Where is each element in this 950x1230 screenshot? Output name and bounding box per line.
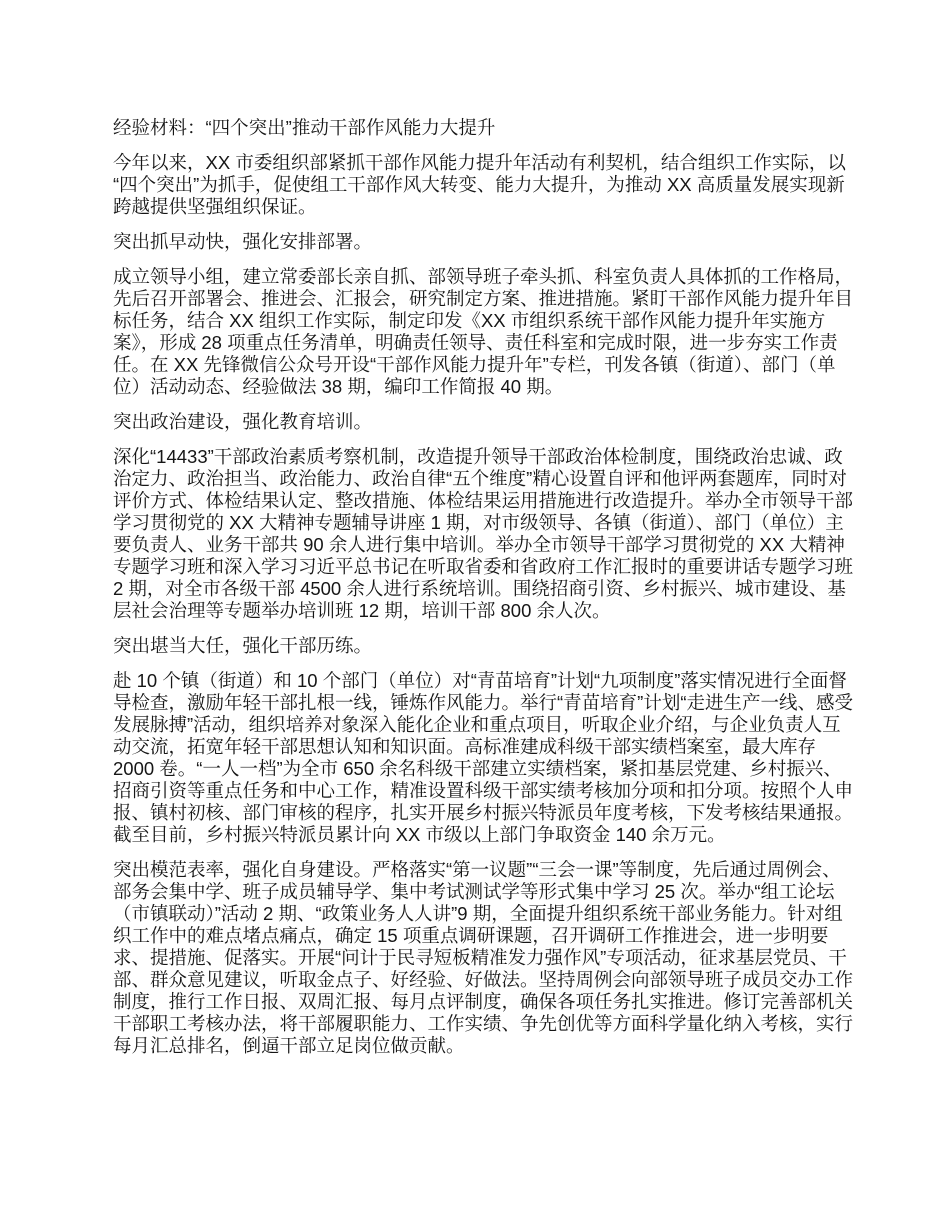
section-heading-practice: 突出堪当大任，强化干部历练。	[113, 635, 373, 656]
paragraph-selfbuild: 突出模范表率，强化自身建设。严格落实“第一议题”“三会一课”等制度，先后通过周例会、部务会集中学、班子成员辅导学、集中考试测试学等形式集中学习 25 次。举办“组工论坛（市镇联动）”活动 2 期、“政策业务人人讲”9 期，全面提升组织系统干部业务能力。针对组织工作中的难点堵点痛点，确定 15 项重点调研课题，召开调研工作推进会，进一步明要求、提措施、促落实。开展“问计于民寻短板精准发力强作风”专项活动，征求基层党员、干部、群众意见建议，听取金点子、好经验、好做法。坚持周例会向部领导班子成员交办工作制度，推行工作日报、双周汇报、每月点评制度，确保各项任务扎实推进。修订完善部机关干部职工考核办法，将干部履职能力、工作实绩、争先创优等方面科学量化纳入考核，实行每月汇总排名，倒逼干部立足岗位做贡献。	[113, 859, 854, 1056]
section-heading-deploy: 突出抓早动快，强化安排部署。	[113, 231, 373, 252]
paragraph-deploy: 成立领导小组，建立常委部长亲自抓、部领导班子牵头抓、科室负责人具体抓的工作格局，先后召开部署会、推进会、汇报会，研究制定方案、推进措施。紧盯干部作风能力提升年目标任务，结合 XX 组织工作实际，制定印发《XX 市组织系统干部作风能力提升年实施方案》，形成 28 项重点任务清单，明确责任领导、责任科室和完成时限，进一步夯实工作责任。在 XX 先锋微信公众号开设“干部作风能力提升年”专栏，刊发各镇（街道）、部门（单位）活动动态、经验做法 38 期，编印工作简报 40 期。	[113, 266, 854, 397]
paragraph-practice: 赴 10 个镇（街道）和 10 个部门（单位）对“青苗培育”计划“九项制度”落实情况进行全面督导检查，激励年轻干部扎根一线，锤炼作风能力。举行“青苗培育”计划“走进生产一线、感受发展脉搏”活动，组织培养对象深入能化企业和重点项目，听取企业介绍，与企业负责人互动交流，拓宽年轻干部思想认知和知识面。高标准建成科级干部实绩档案室，最大库存 2000 卷。“一人一档”为全市 650 余名科级干部建立实绩档案，紧扣基层党建、乡村振兴、招商引资等重点任务和中心工作，精准设置科级干部实绩考核加分项和扣分项。按照个人申报、镇村初核、部门审核的程序，扎实开展乡村振兴特派员年度考核，下发考核结果通报。截至目前，乡村振兴特派员累计向 XX 市级以上部门争取资金 140 余万元。	[113, 670, 854, 845]
paragraph-intro: 今年以来，XX 市委组织部紧抓干部作风能力提升年活动有利契机，结合组织工作实际，以“四个突出”为抓手，促使组工干部作风大转变、能力大提升，为推动 XX 高质量发展实现新跨越提供坚强组织保证。	[113, 152, 846, 217]
document-content	[113, 117, 853, 1057]
paragraph-training: 深化“14433”干部政治素质考察机制，改造提升领导干部政治体检制度，围绕政治忠诚、政治定力、政治担当、政治能力、政治自律“五个维度”精心设置自评和他评两套题库，同时对评价方式、体检结果认定、整改措施、体检结果运用措施进行改造提升。举办全市领导干部学习贯彻党的 XX 大精神专题辅导讲座 1 期，对市级领导、各镇（街道）、部门（单位）主要负责人、业务干部共 90 余人进行集中培训。举办全市领导干部学习贯彻党的 XX 大精神专题学习班和深入学习习近平总书记在听取省委和省政府工作汇报时的重要讲话专题学习班 2 期，对全市各级干部 4500 余人进行系统培训。围绕招商引资、乡村振兴、城市建设、基层社会治理等专题举办培训班 12 期，培训干部 800 余人次。	[113, 446, 854, 621]
document-title: 经验材料：“四个突出”推动干部作风能力大提升	[113, 117, 496, 138]
section-heading-training: 突出政治建设，强化教育培训。	[113, 411, 373, 432]
